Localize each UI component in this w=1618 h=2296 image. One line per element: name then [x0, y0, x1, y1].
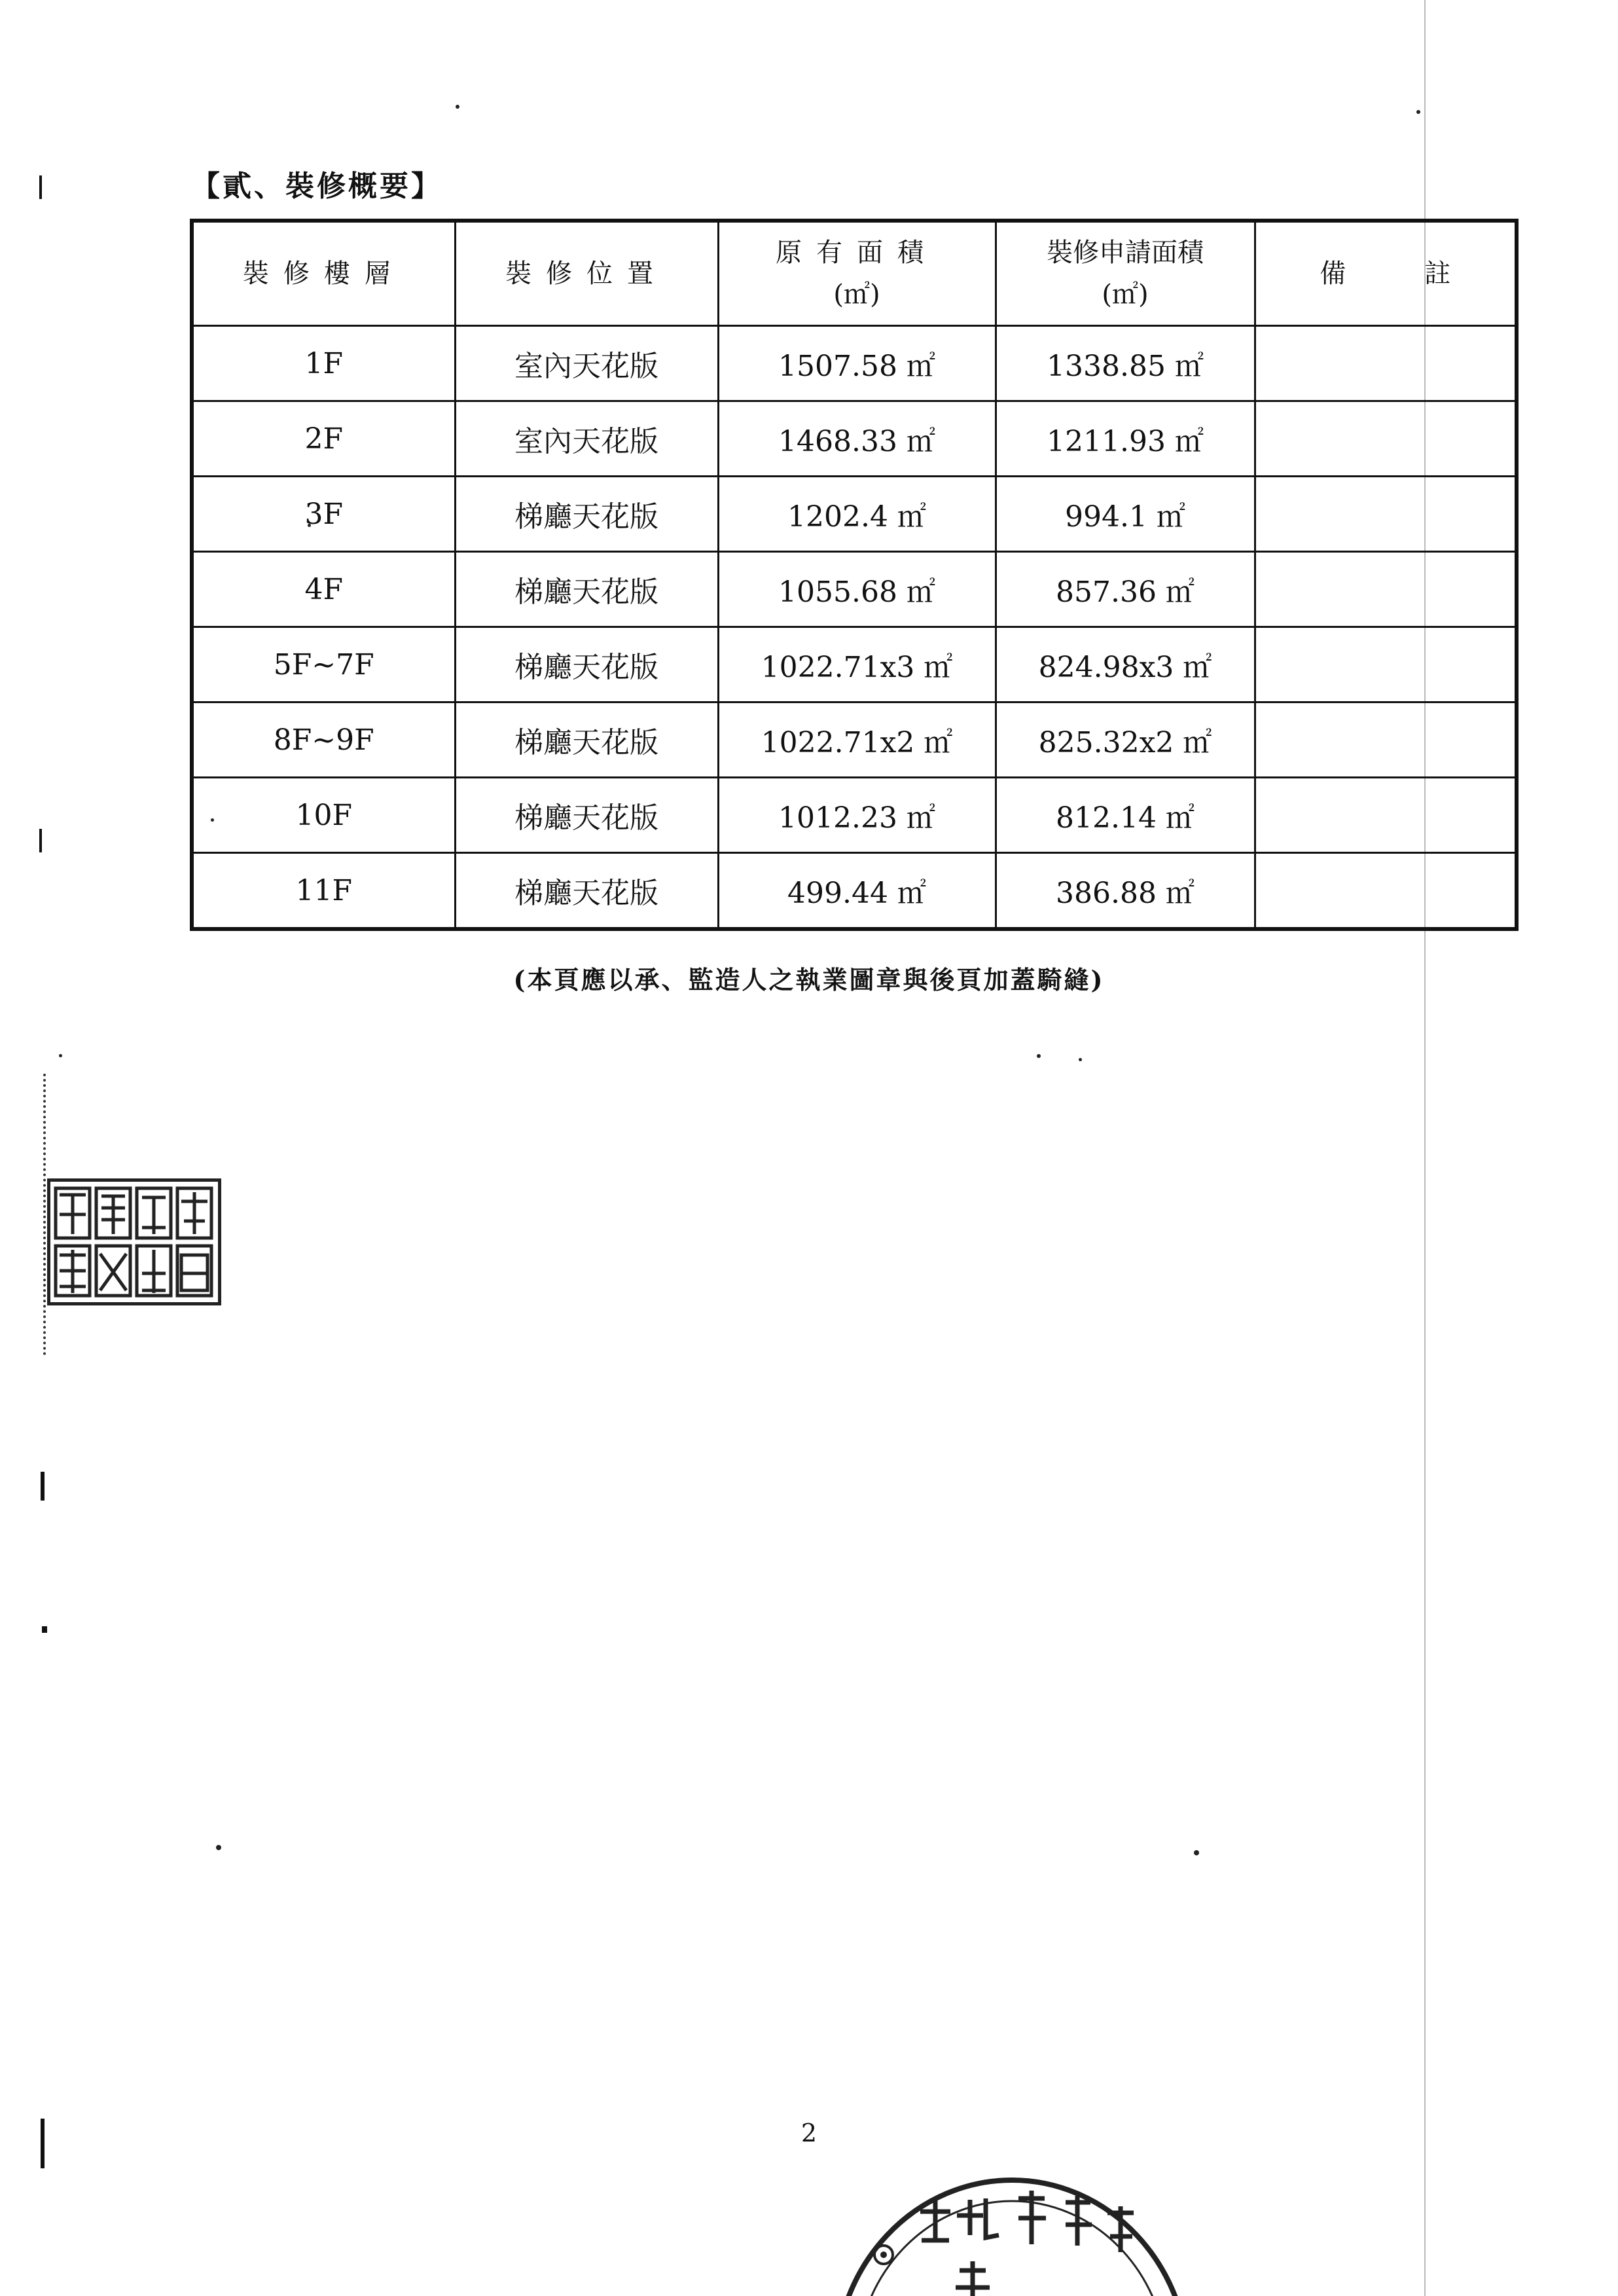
cell-remarks — [1255, 401, 1517, 477]
cell-floor: 11F — [192, 853, 455, 930]
cell-applied-area: 857.36 ㎡ — [996, 552, 1255, 627]
header-original-area: 原有面積 (㎡) — [718, 221, 996, 326]
binding-mark — [41, 1472, 45, 1501]
page-number: 2 — [800, 2119, 818, 2147]
cell-location: 梯廳天花版 — [455, 627, 718, 702]
table-row — [192, 326, 1517, 401]
cell-original-area: 1468.33 ㎡ — [718, 401, 996, 477]
square-seal-stamp — [47, 1178, 221, 1305]
round-seal-graphic — [822, 2172, 1189, 2296]
table-row — [192, 477, 1517, 552]
cell-remarks — [1255, 552, 1517, 627]
header-applied-area: 裝修申請面積 (㎡) — [996, 221, 1255, 326]
cell-floor: 5F~7F — [192, 627, 455, 702]
cell-remarks — [1255, 627, 1517, 702]
cell-applied-area: 386.88 ㎡ — [996, 853, 1255, 930]
scan-speck — [456, 105, 459, 109]
section-title: 【貳、裝修概要】 — [191, 170, 442, 203]
cell-floor: 4F — [192, 552, 455, 627]
binding-mark — [39, 175, 42, 199]
cell-original-area: 1022.71x2 ㎡ — [718, 702, 996, 778]
footnote: (本頁應以承、監造人之執業圖章與後頁加蓋騎縫) — [513, 965, 1105, 994]
scan-speck — [1416, 110, 1420, 114]
round-official-seal — [822, 2172, 1189, 2296]
cell-location: 梯廳天花版 — [455, 477, 718, 552]
cell-original-area: 1055.68 ㎡ — [718, 552, 996, 627]
table-row — [192, 702, 1517, 778]
header-original-area-unit: (㎡) — [833, 280, 880, 310]
cell-location: 室內天花版 — [455, 326, 718, 401]
table-row — [192, 778, 1517, 853]
table-row — [192, 853, 1517, 930]
table-row — [192, 401, 1517, 477]
header-location: 裝修位置 — [455, 221, 718, 326]
cell-remarks — [1255, 326, 1517, 401]
cell-applied-area: 825.32x2 ㎡ — [996, 702, 1255, 778]
cell-original-area: 1022.71x3 ㎡ — [718, 627, 996, 702]
cell-floor: 1F — [192, 326, 455, 401]
cell-remarks — [1255, 702, 1517, 778]
renovation-summary-table — [190, 219, 1519, 931]
binding-mark — [42, 1626, 47, 1633]
scan-speck — [59, 1054, 62, 1057]
cell-original-area: 499.44 ㎡ — [718, 853, 996, 930]
cell-applied-area: 1211.93 ㎡ — [996, 401, 1255, 477]
cell-location: 梯廳天花版 — [455, 853, 718, 930]
cell-original-area: 1507.58 ㎡ — [718, 326, 996, 401]
cell-floor: 3F — [192, 477, 455, 552]
scan-speck — [216, 1845, 221, 1850]
cell-original-area: 1202.4 ㎡ — [718, 477, 996, 552]
cell-floor: 10F — [192, 778, 455, 853]
table-header-row — [192, 221, 1517, 326]
cell-location: 室內天花版 — [455, 401, 718, 477]
square-seal-glyphs — [50, 1182, 218, 1302]
cell-applied-area: 1338.85 ㎡ — [996, 326, 1255, 401]
header-remarks: 備 註 — [1255, 221, 1517, 326]
cell-applied-area: 994.1 ㎡ — [996, 477, 1255, 552]
header-floor: 裝修樓層 — [192, 221, 455, 326]
cell-applied-area: 824.98x3 ㎡ — [996, 627, 1255, 702]
table-row — [192, 627, 1517, 702]
cell-location: 梯廳天花版 — [455, 552, 718, 627]
cell-applied-area: 812.14 ㎡ — [996, 778, 1255, 853]
cell-original-area: 1012.23 ㎡ — [718, 778, 996, 853]
cell-remarks — [1255, 778, 1517, 853]
cell-floor: 8F~9F — [192, 702, 455, 778]
cell-remarks — [1255, 853, 1517, 930]
cell-remarks — [1255, 477, 1517, 552]
scan-speck — [1037, 1054, 1041, 1058]
cell-floor: 2F — [192, 401, 455, 477]
cell-location: 梯廳天花版 — [455, 778, 718, 853]
cell-location: 梯廳天花版 — [455, 702, 718, 778]
binding-mark — [39, 829, 42, 852]
header-applied-area-unit: (㎡) — [1102, 280, 1149, 310]
scan-speck — [1079, 1058, 1082, 1061]
table-body — [192, 326, 1517, 930]
scan-speck — [1194, 1850, 1199, 1855]
table-row — [192, 552, 1517, 627]
